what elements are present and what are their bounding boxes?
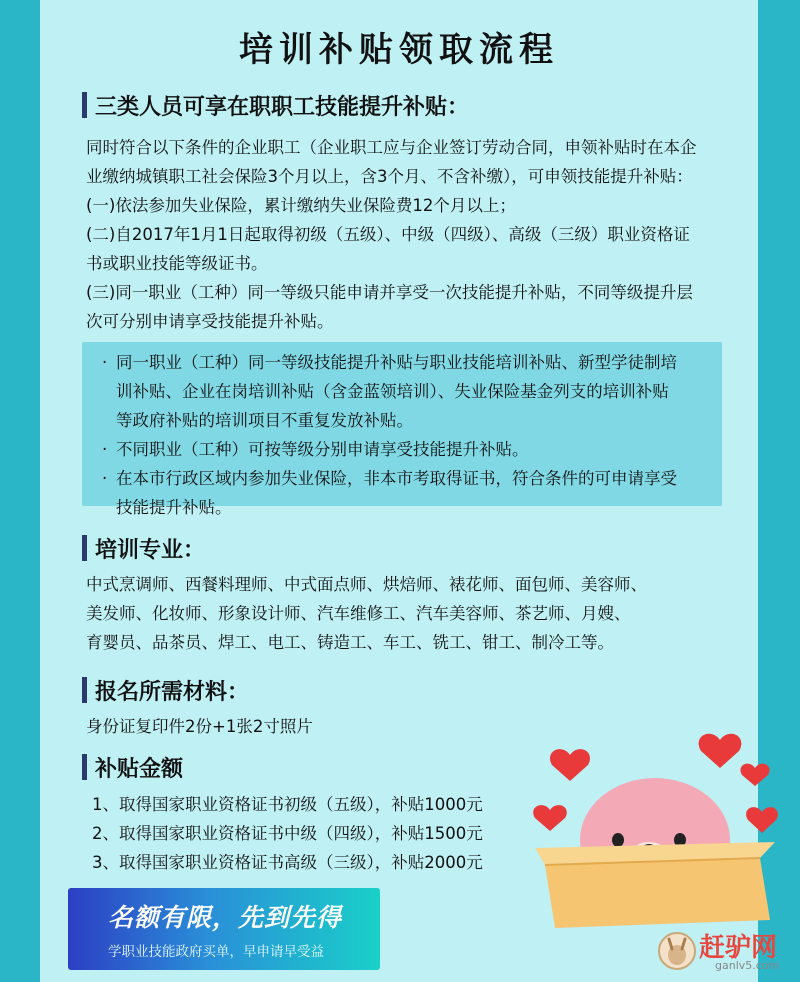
note-item xyxy=(102,348,722,435)
note-line: 等政府补贴的培训项目不重复发放补贴。 xyxy=(116,411,413,430)
bullet: · xyxy=(102,353,108,372)
heart-icon xyxy=(550,749,590,781)
notes-box xyxy=(82,342,722,517)
note-item xyxy=(102,435,722,464)
heading-bar xyxy=(82,535,87,561)
amount-line: 1、取得国家职业资格证书初级（五级），补贴1000元 xyxy=(92,795,483,814)
heart-icon xyxy=(746,807,778,833)
banner-subtext: 学职业技能政府买单，早申请早受益 xyxy=(108,944,324,960)
note-line: 训补贴、企业在岗培训补贴（含金蓝领培训）、失业保险基金列支的培训补贴 xyxy=(116,382,669,401)
section-heading-text: 三类人员可享在职职工技能提升补贴： xyxy=(95,94,470,120)
watermark-text: 赶驴网 xyxy=(699,933,778,963)
heart-icon xyxy=(533,805,567,831)
bullet: · xyxy=(102,440,108,459)
heading-bar xyxy=(82,754,87,780)
section-heading-text: 培训专业： xyxy=(95,537,206,563)
paragraph-line: (一)依法参加失业保险，累计缴纳失业保险费12个月以上； xyxy=(86,196,516,215)
amount-line: 2、取得国家职业资格证书中级（四级），补贴1500元 xyxy=(92,824,483,843)
mascot-illustration xyxy=(530,730,780,930)
paragraph-line: 业缴纳城镇职工社会保险3个月以上，含3个月、不含补缴），可申领技能提升补贴： xyxy=(86,167,693,186)
section-heading-amount xyxy=(82,752,183,782)
section-heading-majors xyxy=(82,533,205,563)
materials-text: 身份证复印件2份+1张2寸照片 xyxy=(86,717,313,736)
eligibility-text xyxy=(86,133,746,336)
section-heading-eligibility xyxy=(82,90,469,120)
paragraph-line: 次可分别申请享受技能提升补贴。 xyxy=(86,312,334,331)
note-line: 同一职业（工种）同一等级技能提升补贴与职业技能培训补贴、新型学徒制培 xyxy=(116,353,677,372)
page-title: 培训补贴领取流程 xyxy=(239,30,559,70)
heart-icon xyxy=(699,734,742,768)
majors-text xyxy=(86,570,746,657)
heading-bar xyxy=(82,92,87,118)
paragraph-line: 育婴员、品茶员、焊工、电工、铸造工、车工、铣工、钳工、制冷工等。 xyxy=(86,633,614,652)
note-item xyxy=(102,464,722,522)
heading-bar xyxy=(82,677,87,703)
note-line: 技能提升补贴。 xyxy=(116,498,232,517)
box xyxy=(545,858,770,928)
section-heading-materials xyxy=(82,675,249,705)
note-line: 在本市行政区域内参加失业保险，非本市考取得证书，符合条件的可申请享受 xyxy=(116,469,677,488)
paragraph-line: (二)自2017年1月1日起取得初级（五级）、中级（四级）、高级（三级）职业资格证 xyxy=(86,225,690,244)
paragraph-line: 中式烹调师、西餐料理师、中式面点师、烘焙师、裱花师、面包师、美容师、 xyxy=(86,575,647,594)
note-line: 不同职业（工种）可按等级分别申请享受技能提升补贴。 xyxy=(116,440,529,459)
donkey-logo-icon xyxy=(657,929,697,973)
promo-banner xyxy=(68,888,380,970)
paragraph-line: 书或职业技能等级证书。 xyxy=(86,254,268,273)
watermark-url: ganlv5.com xyxy=(715,959,780,972)
banner-slogan: 名额有限，先到先得 xyxy=(108,903,343,932)
paragraph-line: (三)同一职业（工种）同一等级只能申请并享受一次技能提升补贴，不同等级提升层 xyxy=(86,283,693,302)
paragraph-line: 同时符合以下条件的企业职工（企业职工应与企业签订劳动合同，申领补贴时在本企 xyxy=(86,138,697,157)
heart-icon xyxy=(740,764,769,786)
site-watermark xyxy=(655,925,795,977)
section-heading-text: 报名所需材料： xyxy=(95,679,250,705)
section-heading-text: 补贴金额 xyxy=(95,756,184,782)
amount-line: 3、取得国家职业资格证书高级（三级），补贴2000元 xyxy=(92,853,483,872)
paragraph-line: 美发师、化妆师、形象设计师、汽车维修工、汽车美容师、茶艺师、月嫂、 xyxy=(86,604,631,623)
bullet: · xyxy=(102,469,108,488)
